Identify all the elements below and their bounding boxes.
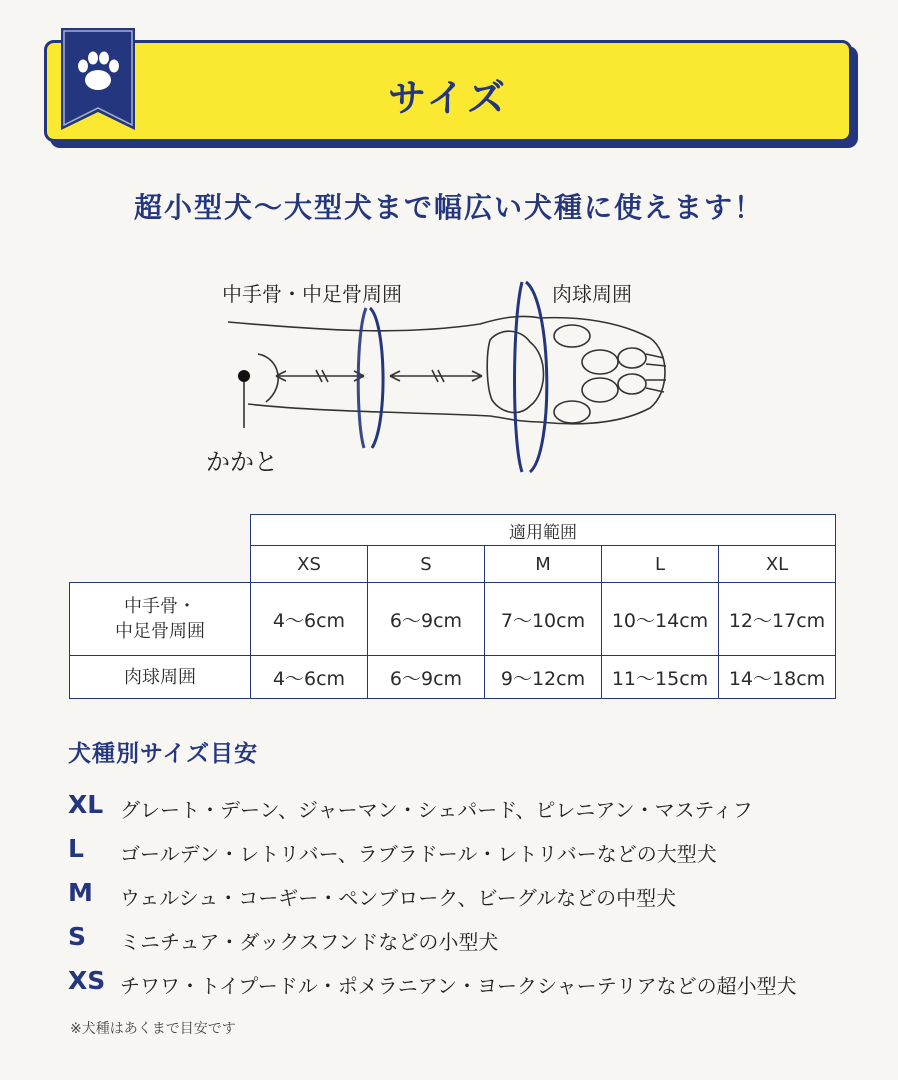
list-item (68, 790, 868, 834)
breed-list (68, 790, 868, 1010)
list-item (68, 834, 868, 878)
breed-size: S (68, 922, 87, 951)
table-cell: 11〜15cm (602, 656, 719, 699)
table-cell: 10〜14cm (602, 583, 719, 656)
row-label: 中手骨・ 中足骨周囲 (70, 583, 251, 656)
label-heel: かかと (206, 448, 278, 476)
table-cell: 4〜6cm (251, 656, 368, 699)
table-row (70, 656, 836, 699)
size-header: M (485, 546, 602, 583)
list-item (68, 922, 868, 966)
size-header: S (368, 546, 485, 583)
table-cell: 12〜17cm (719, 583, 836, 656)
table-cell: 6〜9cm (368, 583, 485, 656)
breed-size: XS (68, 966, 106, 995)
label-metacarpal: 中手骨・中足骨周囲 (222, 282, 402, 306)
header-banner (44, 40, 852, 142)
breed-text: ウェルシュ・コーギー・ペンブローク、ビーグルなどの中型犬 (120, 886, 677, 910)
breed-size: M (68, 878, 93, 907)
table-cell: 7〜10cm (485, 583, 602, 656)
page-title: サイズ (388, 76, 508, 120)
subtitle: 超小型犬〜大型犬まで幅広い犬種に使えます！ (133, 191, 764, 224)
footnote: ※犬種はあくまで目安です (70, 1021, 236, 1037)
list-item (68, 878, 868, 922)
table-cell: 4〜6cm (251, 583, 368, 656)
table-row (70, 583, 836, 656)
range-header: 適用範囲 (251, 515, 836, 546)
breed-text: ミニチュア・ダックスフンドなどの小型犬 (120, 930, 499, 954)
size-header: XS (251, 546, 368, 583)
guide-title: 犬種別サイズ目安 (68, 741, 259, 767)
size-header: XL (719, 546, 836, 583)
breed-text: チワワ・トイプードル・ポメラニアン・ヨークシャーテリアなどの超小型犬 (120, 974, 797, 998)
table-cell: 14〜18cm (719, 656, 836, 699)
paw-icon (61, 28, 135, 130)
breed-size: XL (68, 790, 104, 819)
list-item (68, 966, 868, 1010)
size-header: L (602, 546, 719, 583)
breed-text: ゴールデン・レトリバー、ラブラドール・レトリバーなどの大型犬 (120, 842, 717, 866)
row-label: 肉球周囲 (70, 656, 251, 699)
table-cell: 9〜12cm (485, 656, 602, 699)
breed-size: L (68, 834, 84, 863)
size-table (69, 514, 836, 699)
leg-diagram (200, 262, 700, 482)
table-cell: 6〜9cm (368, 656, 485, 699)
breed-text: グレート・デーン、ジャーマン・シェパード、ピレニアン・マスティフ (120, 798, 753, 822)
label-pad: 肉球周囲 (552, 282, 632, 306)
